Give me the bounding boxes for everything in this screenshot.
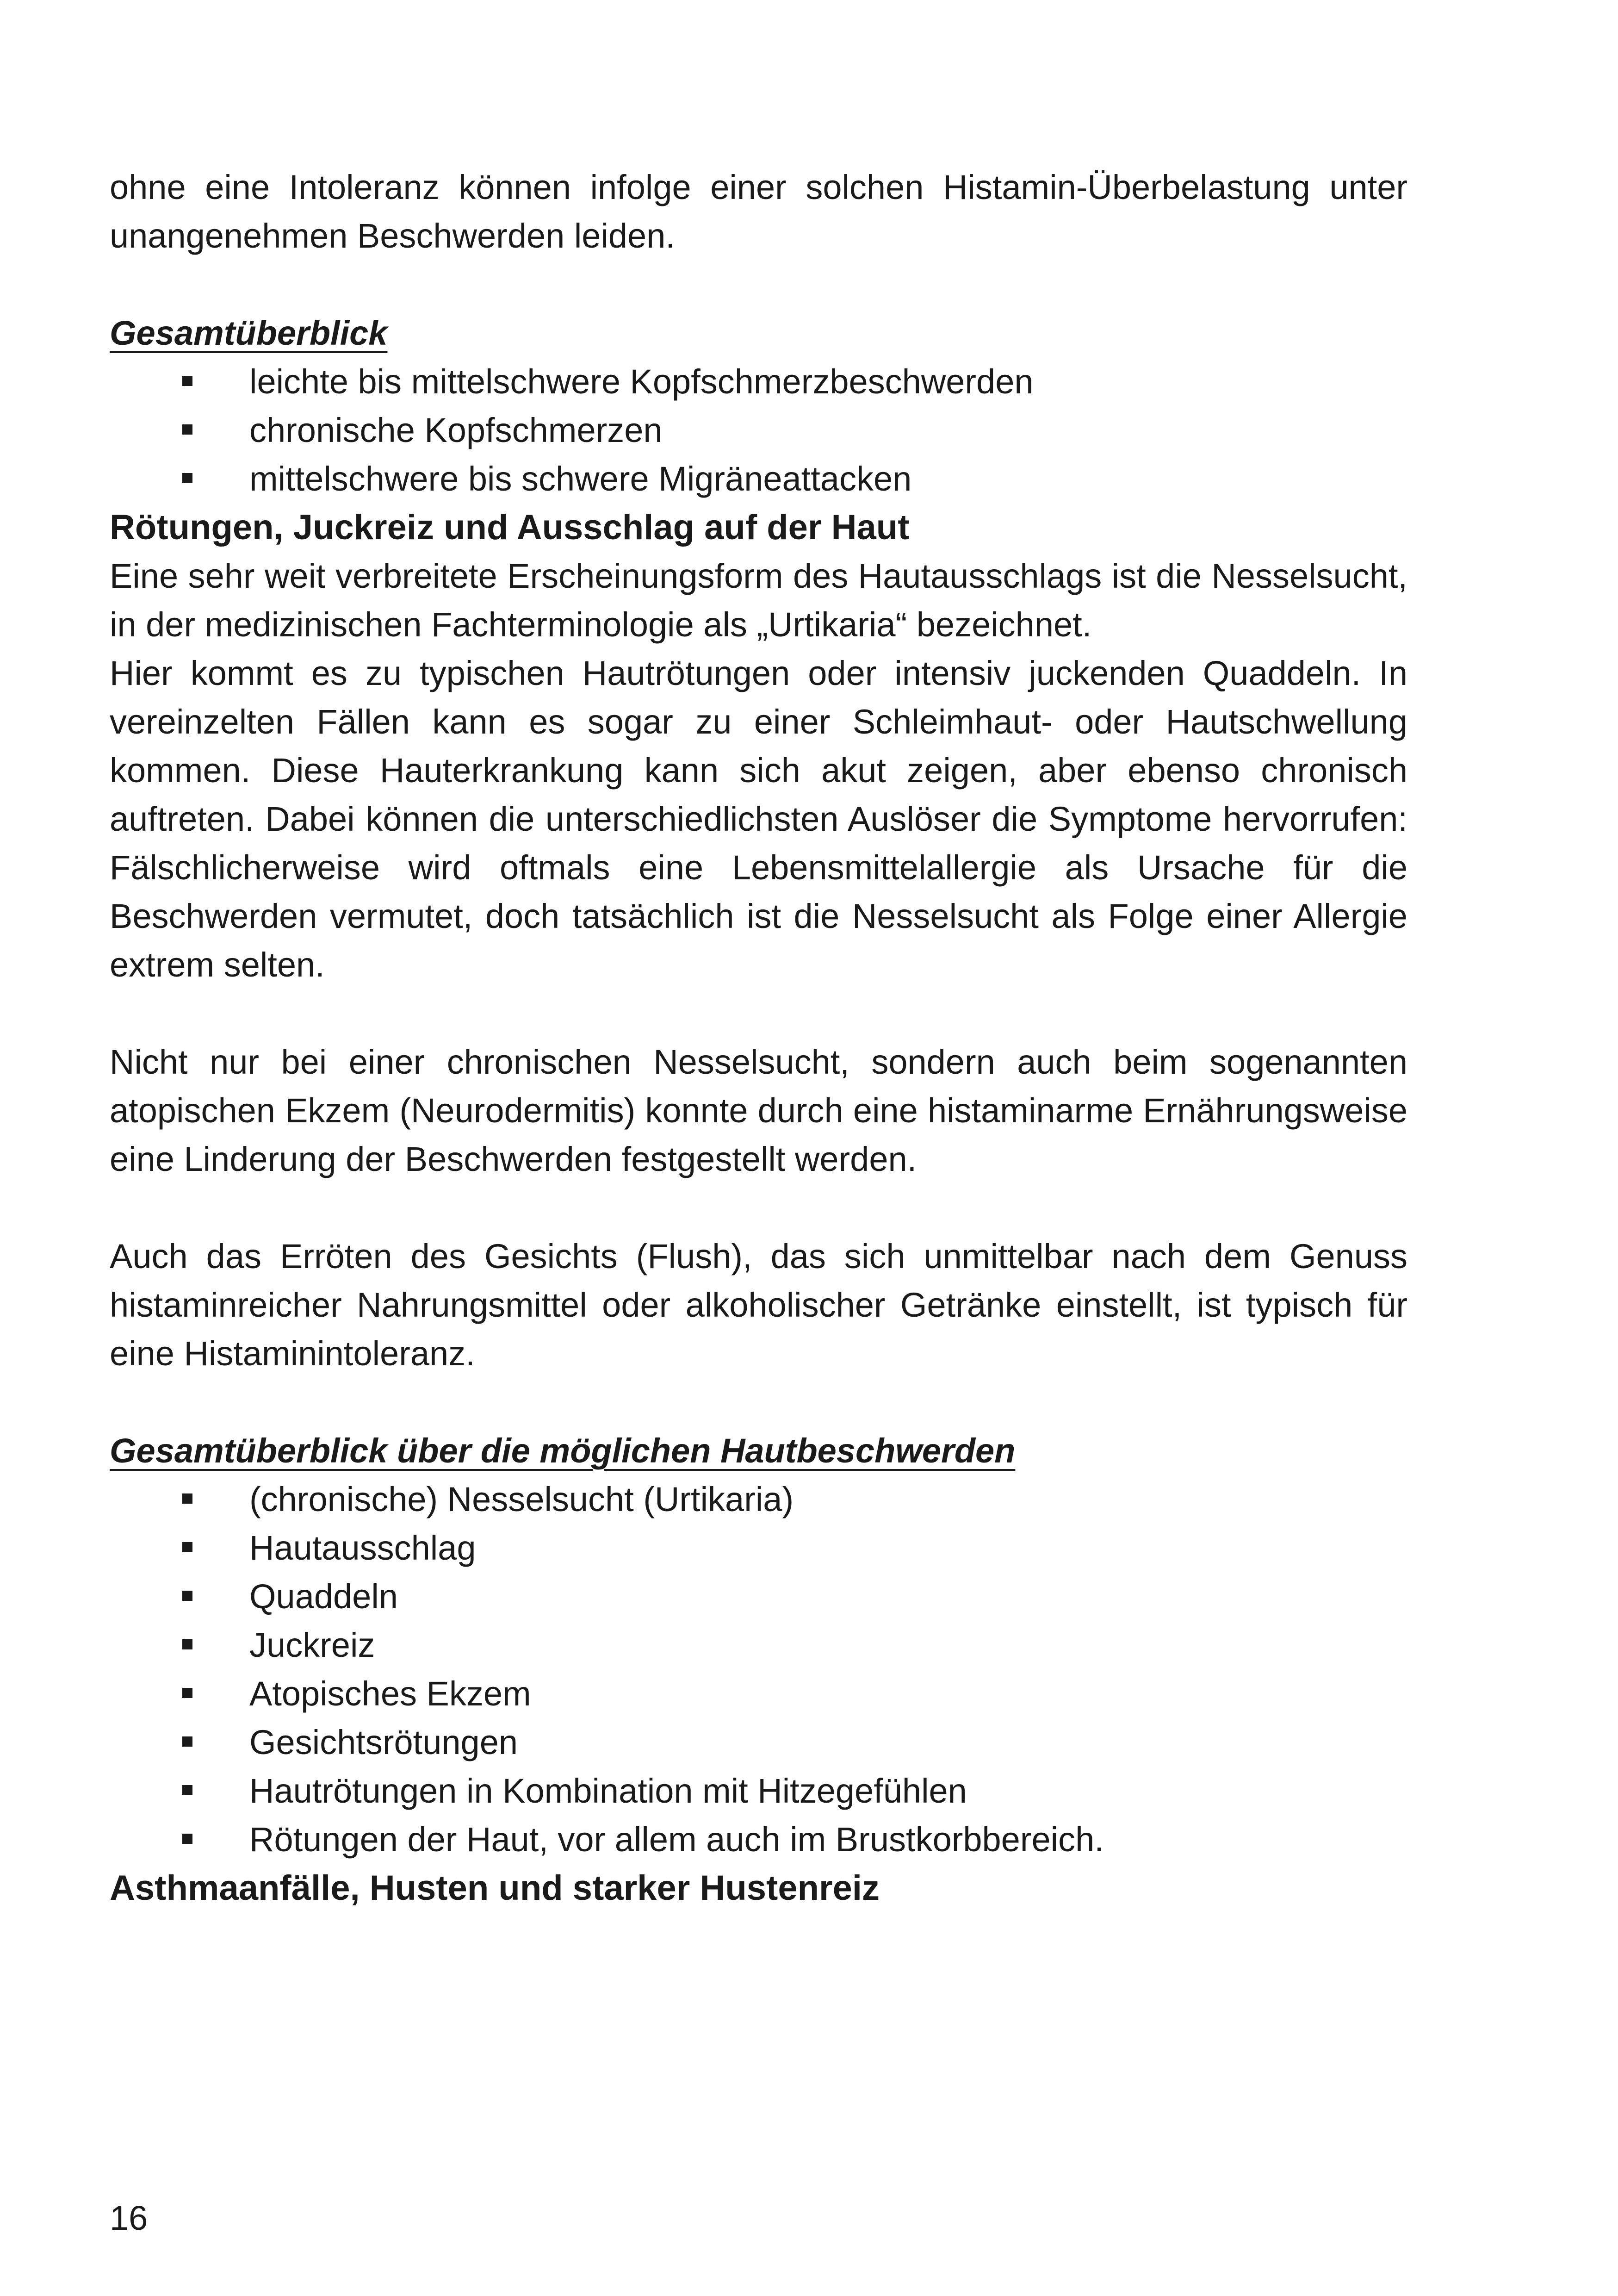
list-item: Quaddeln	[110, 1572, 1407, 1621]
skin-paragraph-2: Nicht nur bei einer chronischen Nesselsucht, sondern auch beim sogenannten atopischen Ekzem (Neurodermitis) konnte durch eine histaminarme Ernährungsweise eine Linderung der Beschwerden festgestellt werden.	[110, 1043, 1407, 1178]
list-item: Hautausschlag	[110, 1524, 1407, 1572]
list-item: mittelschwere bis schwere Migräneattacken	[110, 454, 1407, 503]
square-bullet-icon	[182, 1493, 192, 1504]
square-bullet-icon	[182, 1591, 192, 1601]
list-item: Hautrötungen in Kombination mit Hitzegefühlen	[110, 1767, 1407, 1815]
square-bullet-icon	[182, 1688, 192, 1698]
square-bullet-icon	[182, 1542, 192, 1552]
skin-paragraph-3: Auch das Erröten des Gesichts (Flush), das sich unmittelbar nach dem Genuss histaminreicher Nahrungsmittel oder alkoholischer Getränke einstellt, ist typisch für eine Histaminintoleranz.	[110, 1237, 1407, 1373]
list-item: (chronische) Nesselsucht (Urtikaria)	[110, 1475, 1407, 1524]
page-content	[110, 163, 1407, 1912]
overview-headache-list	[110, 357, 1407, 503]
list-item: Gesichtsrötungen	[110, 1718, 1407, 1767]
skin-paragraph-1a: Eine sehr weit verbreitete Erscheinungsform des Hautausschlags ist die Nesselsucht, in der medizinischen Fachterminologie als „Urtikaria“ bezeichnet.	[110, 557, 1407, 644]
square-bullet-icon	[182, 424, 192, 435]
list-item: Rötungen der Haut, vor allem auch im Brustkorbbereich.	[110, 1815, 1407, 1864]
overview-headache-title: Gesamtüberblick	[110, 314, 388, 352]
spacer	[110, 1378, 1407, 1426]
square-bullet-icon	[182, 376, 192, 386]
list-item: leichte bis mittelschwere Kopfschmerzbeschwerden	[110, 357, 1407, 406]
overview-skin-list	[110, 1475, 1407, 1864]
spacer	[110, 260, 1407, 309]
page-number: 16	[110, 2199, 148, 2237]
list-item: Atopisches Ekzem	[110, 1669, 1407, 1718]
skin-section-heading: Rötungen, Juckreiz und Ausschlag auf der Haut	[110, 508, 910, 547]
square-bullet-icon	[182, 473, 192, 483]
overview-skin-title: Gesamtüberblick über die möglichen Hautbeschwerden	[110, 1431, 1016, 1470]
asthma-section-heading: Asthmaanfälle, Husten und starker Hustenreiz	[110, 1868, 880, 1908]
square-bullet-icon	[182, 1785, 192, 1795]
square-bullet-icon	[182, 1834, 192, 1844]
spacer	[110, 1183, 1407, 1232]
list-item: Juckreiz	[110, 1621, 1407, 1669]
skin-paragraph-1b: Hier kommt es zu typischen Hautrötungen oder intensiv juckenden Quaddeln. In vereinzelten Fällen kann es sogar zu einer Schleimhaut- oder Hautschwellung kommen. Diese Hauterkrankung kann sich akut zeigen, aber ebenso chronisch auftreten. Dabei können die unterschiedlichsten Auslöser die Symptome hervorrufen: Fälschlicherweise wird oftmals eine Lebensmittelallergie als Ursache für die Beschwerden vermutet, doch tatsächlich ist die Nesselsucht als Folge einer Allergie extrem selten.	[110, 654, 1407, 984]
square-bullet-icon	[182, 1639, 192, 1649]
spacer	[110, 989, 1407, 1038]
list-item: chronische Kopfschmerzen	[110, 406, 1407, 454]
intro-paragraph: ohne eine Intoleranz können infolge einer solchen Histamin-Überbelastung unter unangenehmen Beschwerden leiden.	[110, 168, 1407, 255]
square-bullet-icon	[182, 1736, 192, 1747]
